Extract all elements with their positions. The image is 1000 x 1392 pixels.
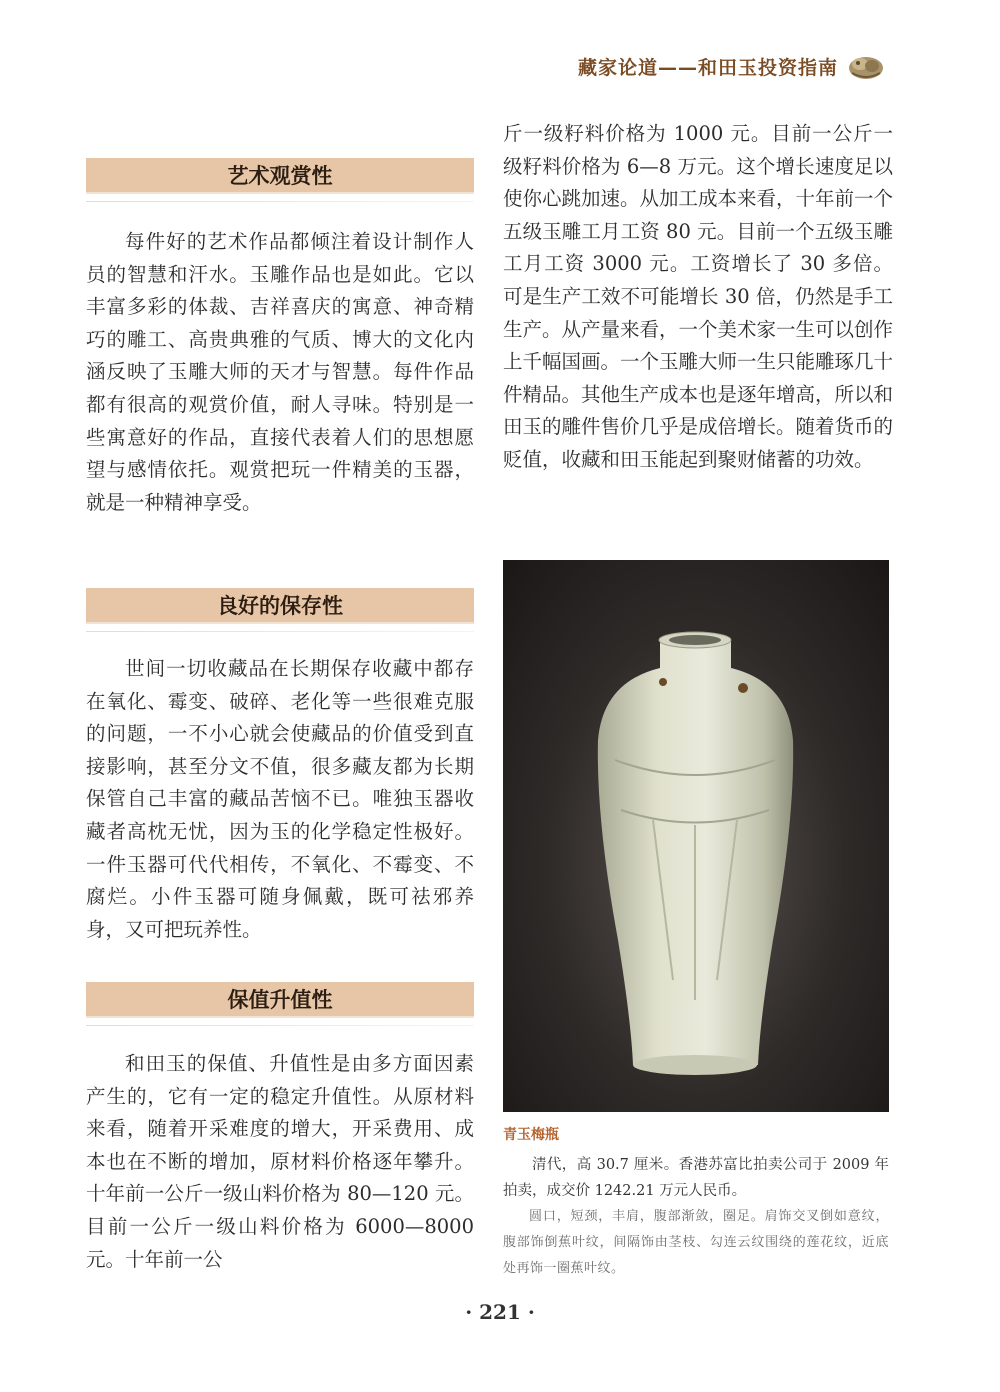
section-body-value: 和田玉的保值、升值性是由多方面因素产生的，它有一定的稳定升值性。从原材料来看，随着开采难度的增大，开采费用、成本也在不断的增加，原材料价格逐年攀升。十年前一公斤一级山料价格为 80—120 元。目前一公斤一级山料价格为 6000—8000 元。十年前一公	[86, 1052, 474, 1271]
section-body-value-continued: 斤一级籽料价格为 1000 元。目前一公斤一级籽料价格为 6—8 万元。这个增长速度足以使你心跳加速。从加工成本来看，十年前一个五级玉雕工月工资 80 元。目前一个五级玉雕工月工资 3000 元。工资增长了 30 多倍。可是生产工效不可能增长 30 倍，仍然是手工生产。从产量来看，一个美术家一生可以创作上千幅国画。一个玉雕大师一生只能雕琢几十件精品。其他生产成本也是逐年增高，所以和田玉的雕件售价几乎是成倍增长。随着货币的贬值，收藏和田玉能起到聚财储蓄的功效。	[503, 122, 894, 471]
section-heading-value: 保值升值性	[86, 982, 474, 1018]
page-number: · 221 ·	[465, 1300, 535, 1324]
section-body-preservation: 世间一切收藏品在长期保存收藏中都存在氧化、霉变、破碎、老化等一些很难克服的问题，一不小心就会使藏品的价值受到直接影响，甚至分文不值，很多藏友都为长期保管自己丰富的藏品苦恼不已。唯独玉器收藏者高枕无忧，因为玉的化学稳定性极好。一件玉器可代代相传，不氧化、不霉变、不腐烂。小件玉器可随身佩戴，既可祛邪养身，又可把玩养性。	[86, 657, 474, 941]
section-heading-preservation: 良好的保存性	[86, 588, 474, 624]
jade-carving-icon	[846, 51, 886, 81]
running-header	[578, 44, 918, 88]
section-body-artistic: 每件好的艺术作品都倾注着设计制作人员的智慧和汗水。玉雕作品也是如此。它以丰富多彩的体裁、吉祥喜庆的寓意、神奇精巧的雕工、高贵典雅的气质、博大的文化内涵反映了玉雕大师的天才与智慧。每件作品都有很高的观赏价值，耐人寻味。特别是一些寓意好的作品，直接代表着人们的思想愿望与感情依托。观赏把玩一件精美的玉器，就是一种精神享受。	[86, 230, 474, 514]
figure-caption-description: 圆口，短颈，丰肩，腹部渐敛，圈足。肩饰交叉倒如意纹，腹部饰倒蕉叶纹，间隔饰由茎枝、勾连云纹围绕的莲花纹，近底处再饰一圈蕉叶纹。	[503, 1209, 889, 1276]
section-heading-artistic: 艺术观赏性	[86, 158, 474, 194]
figure-caption-main: 清代，高 30.7 厘米。香港苏富比拍卖公司于 2009 年拍卖，成交价 1242.21 万元人民币。	[503, 1157, 889, 1199]
vase-photo	[503, 560, 889, 1112]
figure-caption-title: 青玉梅瓶	[503, 1127, 559, 1143]
header-title: 藏家论道——和田玉投资指南	[578, 56, 839, 79]
jade-meiping-vase-image	[503, 560, 889, 1112]
